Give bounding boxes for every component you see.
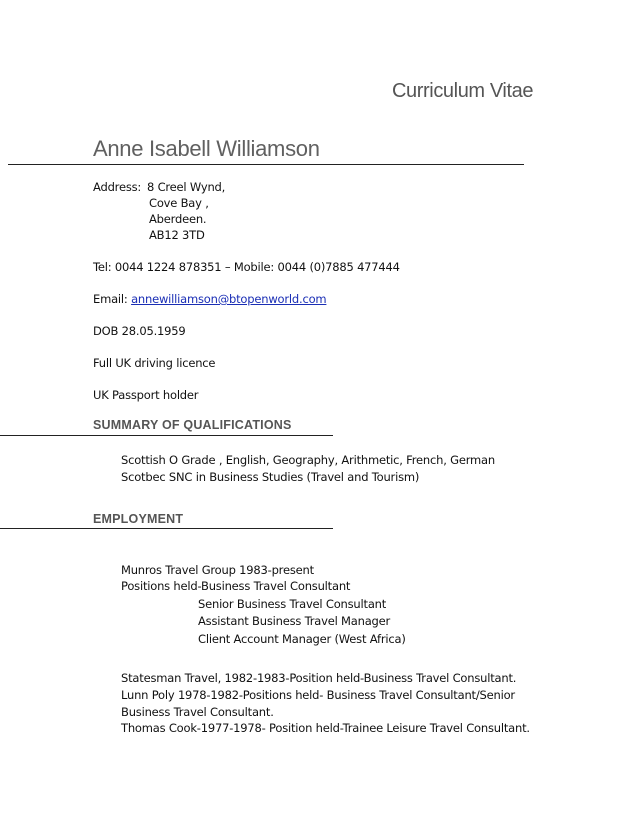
name-divider bbox=[8, 164, 524, 165]
phone-line: Tel: 0044 1224 878351 – Mobile: 0044 (0)7885 477444 bbox=[93, 260, 400, 274]
employment-divider bbox=[0, 528, 333, 529]
previous-employment-2: Lunn Poly 1978-1982-Positions held- Business Travel Consultant/Senior bbox=[121, 688, 515, 702]
qualification-item-2: Scotbec SNC in Business Studies (Travel and Tourism) bbox=[121, 470, 420, 484]
candidate-name: Anne Isabell Williamson bbox=[93, 136, 320, 161]
previous-employment-4: Thomas Cook-1977-1978- Position held-Trainee Leisure Travel Consultant. bbox=[121, 721, 530, 735]
position-item-3: Client Account Manager (West Africa) bbox=[198, 632, 406, 646]
email-line bbox=[93, 292, 326, 306]
employment-heading: EMPLOYMENT bbox=[93, 512, 184, 526]
address-line-2: Cove Bay , bbox=[149, 196, 209, 210]
previous-employment-1: Statesman Travel, 1982-1983-Position held-Business Travel Consultant. bbox=[121, 671, 517, 685]
address-line-3: Aberdeen. bbox=[149, 212, 207, 226]
passport-status: UK Passport holder bbox=[93, 388, 199, 402]
email-link[interactable]: annewilliamson@btopenworld.com bbox=[131, 292, 327, 306]
email-label: Email: bbox=[93, 292, 128, 306]
position-item-2: Assistant Business Travel Manager bbox=[198, 614, 391, 628]
address-label: Address: bbox=[93, 180, 142, 194]
date-of-birth: DOB 28.05.1959 bbox=[93, 324, 186, 338]
qualifications-heading: SUMMARY OF QUALIFICATIONS bbox=[93, 418, 292, 432]
driving-licence: Full UK driving licence bbox=[93, 356, 216, 370]
current-employer: Munros Travel Group 1983-present bbox=[121, 563, 314, 577]
positions-held: Positions held-Business Travel Consultant bbox=[121, 579, 351, 593]
previous-employment-3: Business Travel Consultant. bbox=[121, 705, 274, 719]
position-item-1: Senior Business Travel Consultant bbox=[198, 597, 387, 611]
qualification-item-1: Scottish O Grade , English, Geography, Arithmetic, French, German bbox=[121, 453, 495, 467]
address-line-4: AB12 3TD bbox=[149, 228, 205, 242]
document-title: Curriculum Vitae bbox=[392, 80, 534, 102]
address-line-1: 8 Creel Wynd, bbox=[147, 180, 226, 194]
qualifications-divider bbox=[0, 435, 333, 436]
